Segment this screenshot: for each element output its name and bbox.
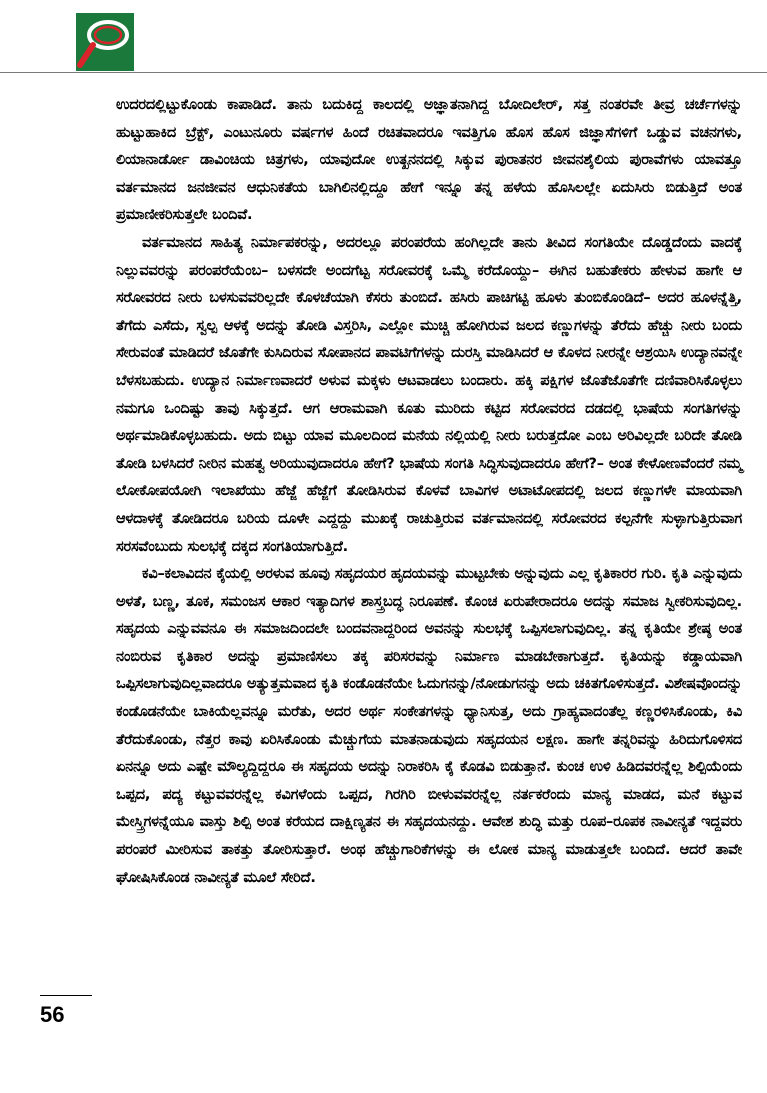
folio-rule xyxy=(40,995,92,996)
header-rule xyxy=(0,72,767,73)
magazine-logo xyxy=(76,13,134,71)
paragraph-1: ಉದರದಲ್ಲಿಟ್ಟುಕೊಂಡು ಕಾಪಾಡಿದೆ. ತಾನು ಬದುಕಿದ್ದ ಕಾಲದಲ್ಲಿ ಅಜ್ಞಾತನಾಗಿದ್ದ ಬೋದಿಲೇರ್, ಸತ್ತ ನಂತರವೇ ತೀವ್ರ ಚರ್ಚೆಗಳನ್ನು ಹುಟ್ಟುಹಾಕಿದ ಬ್ರೆಕ್ಟ್, ಎಂಟುನೂರು ವರ್ಷಗಳ ಹಿಂದೆ ರಚಿತವಾದರೂ ಇವತ್ತಿಗೂ ಹೊಸ ಹೊಸ ಜಿಜ್ಞಾಸೆಗಳಿಗೆ ಒಡ್ಡುವ ವಚನಗಳು, ಲಿಯಾನಾರ್ಡೋ ಡಾವಿಂಚಿಯ ಚಿತ್ರಗಳು, ಯಾವುದೋ ಉತ್ಖನನದಲ್ಲಿ ಸಿಕ್ಕುವ ಪುರಾತನರ ಜೀವನಶೈಲಿಯ ಪುರಾವೆಗಳು ಯಾವತ್ತೂ ವರ್ತಮಾನದ ಜನಜೀವನ ಆಧುನಿಕತೆಯ ಬಾಗಿಲಿನಲ್ಲಿದ್ದೂ ಹೇಗೆ ಇನ್ನೂ ತನ್ನ ಹಳೆಯ ಹೊಸಿಲಲ್ಲೇ ಏದುಸಿರು ಬಿಡುತ್ತಿದೆ ಅಂತ ಪ್ರಮಾಣೀಕರಿಸುತ್ತಲೇ ಬಂದಿವೆ. xyxy=(116,97,742,224)
page-number: 56 xyxy=(40,1002,65,1027)
paragraph-3: ಕವಿ–ಕಲಾವಿದನ ಕೈಯಲ್ಲಿ ಅರಳುವ ಹೂವು ಸಹೃದಯರ ಹೃದಯವನ್ನು ಮುಟ್ಟಬೇಕು ಅನ್ನುವುದು ಎಲ್ಲ ಕೃತಿಕಾರರ ಗುರಿ. ಕೃತಿ ಎನ್ನುವುದು ಅಳತೆ, ಬಣ್ಣ, ತೂಕ, ಸಮಂಜಸ ಆಕಾರ ಇತ್ಯಾದಿಗಳ ಶಾಸ್ತ್ರಬದ್ಧ ನಿರೂಪಣೆ. ಕೊಂಚ ಏರುಪೇರಾದರೂ ಅದನ್ನು ಸಮಾಜ ಸ್ವೀಕರಿಸುವುದಿಲ್ಲ. ಸಹೃದಯ ಎನ್ನುವವನೂ ಈ ಸಮಾಜದಿಂದಲೇ ಬಂದವನಾದ್ದರಿಂದ ಅವನನ್ನು ಸುಲಭಕ್ಕೆ ಒಪ್ಪಿಸಲಾಗುವುದಿಲ್ಲ. ತನ್ನ ಕೃತಿಯೇ ಶ್ರೇಷ್ಠ ಅಂತ ನಂಬಿರುವ ಕೃತಿಕಾರ ಅದನ್ನು ಪ್ರಮಾಣಿಸಲು ತಕ್ಕ ಪರಿಸರವನ್ನು ನಿರ್ಮಾಣ ಮಾಡಬೇಕಾಗುತ್ತದೆ. ಕೃತಿಯನ್ನು ಕಡ್ಡಾಯವಾಗಿ ಒಪ್ಪಿಸಲಾಗುವುದಿಲ್ಲವಾದರೂ ಅತ್ಯುತ್ತಮವಾದ ಕೃತಿ ಕಂಡೊಡನೆಯೇ ಓದುಗನನ್ನು/ನೋಡುಗನನ್ನು ಅದು ಚಕಿತಗೊಳಿಸುತ್ತದೆ. ವಿಶೇಷವೊಂದನ್ನು ಕಂಡೊಡನೆಯೇ ಬಾಕಿಯೆಲ್ಲವನ್ನೂ ಮರೆತು, ಅದರ ಅರ್ಥ ಸಂಕೇತಗಳನ್ನು ಧ್ಯಾನಿಸುತ್ತ, ಅದು ಗ್ರಾಹ್ಯವಾದಂತೆಲ್ಲ ಕಣ್ಣರಳಿಸಿಕೊಂಡು, ಕಿವಿ ತೆರೆದುಕೊಂಡು, ನೆತ್ತರ ಕಾವು ಏರಿಸಿಕೊಂಡು ಮೆಚ್ಚುಗೆಯ ಮಾತನಾಡುವುದು ಸಹೃದಯನ ಲಕ್ಷಣ. ಹಾಗೇ ತನ್ನರಿವನ್ನು ಹಿರಿದುಗೊಳಿಸದ ಏನನ್ನೂ ಅದು ಎಷ್ಟೇ ಮೌಲ್ಯದ್ದಿದ್ದರೂ ಈ ಸಹೃದಯ ಅದನ್ನು ನಿರಾಕರಿಸಿ ಕೈ ಕೊಡವಿ ಬಿಡುತ್ತಾನೆ. ಕುಂಚ ಉಳಿ ಹಿಡಿದವರನ್ನೆಲ್ಲ ಶಿಲ್ಪಿಯೆಂದು ಒಪ್ಪದ, ಪದ್ಯ ಕಟ್ಟುವವರನ್ನೆಲ್ಲ ಕವಿಗಳೆಂದು ಒಪ್ಪದ, ಗಿರಗಿರಿ ಬೀಳುವವರನ್ನೆಲ್ಲ ನರ್ತಕರೆಂದು ಮಾನ್ಯ ಮಾಡದ, ಮನೆ ಕಟ್ಟುವ ಮೇಸ್ತ್ರಿಗಳನ್ನೆಯೂ ವಾಸ್ತು ಶಿಲ್ಪಿ ಅಂತ ಕರೆಯದ ದಾಕ್ಷಿಣ್ಯತನ ಈ ಸಹೃದಯನದ್ದು. ಆವೇಶ ಶುದ್ಧಿ ಮತ್ತು ರೂಪ–ರೂಪಕ ನಾವೀನ್ಯತೆ ಇದ್ದವರು ಪರಂಪರೆ ಮೀರಿಸುವ ತಾಕತ್ತು ತೋರಿಸುತ್ತಾರೆ. ಅಂಥ ಹೆಚ್ಚುಗಾರಿಕೆಗಳನ್ನು ಈ ಲೋಕ ಮಾನ್ಯ ಮಾಡುತ್ತಲೇ ಬಂದಿದೆ. ಆದರೆ ತಾವೇ ಘೋಷಿಸಿಕೊಂಡ ನಾವೀನ್ಯತೆ ಮೂಲೆ ಸೇರಿದೆ. xyxy=(116,566,742,886)
paragraph-2: ವರ್ತಮಾನದ ಸಾಹಿತ್ಯ ನಿರ್ಮಾಪಕರನ್ನು, ಅದರಲ್ಲೂ ಪರಂಪರೆಯ ಹಂಗಿಲ್ಲದೇ ತಾನು ತೀವಿದ ಸಂಗತಿಯೇ ದೊಡ್ಡದೆಂದು ವಾದಕ್ಕೆ ನಿಲ್ಲುವವರನ್ನು ಪರಂಪರೆಯೆಂಬ– ಬಳಸದೇ ಅಂದಗೆಟ್ಟ ಸರೋವರಕ್ಕೆ ಒಮ್ಮೆ ಕರೆದೊಯ್ದು– ಈಗಿನ ಬಹುತೇಕರು ಹೇಳುವ ಹಾಗೇ ಆ ಸರೋವರದ ನೀರು ಬಳಸುವವರಿಲ್ಲದೇ ಕೊಳಚೆಯಾಗಿ ಕೆಸರು ತುಂಬಿದೆ. ಹಸಿರು ಪಾಚಿಗಟ್ಟಿ ಹೂಳು ತುಂಬಿಕೊಂಡಿದೆ– ಅದರ ಹೂಳನ್ನೆತ್ತಿ, ತೆಗೆದು ಎಸೆದು, ಸ್ವಲ್ಪ ಆಳಕ್ಕೆ ಅದನ್ನು ತೋಡಿ ವಿಸ್ತರಿಸಿ, ಎಲ್ಲೋ ಮುಚ್ಚಿ ಹೋಗಿರುವ ಜಲದ ಕಣ್ಣುಗಳನ್ನು ತೆರೆದು ಹೆಚ್ಚು ನೀರು ಬಂದು ಸೇರುವಂತೆ ಮಾಡಿದರೆ ಜೊತೆಗೇ ಕುಸಿದಿರುವ ಸೋಪಾನದ ಪಾವಟಿಗೆಗಳನ್ನು ದುರಸ್ತಿ ಮಾಡಿಸಿದರೆ ಆ ಕೊಳದ ನೀರನ್ನೇ ಆಶ್ರಯಿಸಿ ಉದ್ಯಾನವನ್ನೇ ಬೆಳಸಬಹುದು. ಉದ್ಯಾನ ನಿರ್ಮಾಣವಾದರೆ ಅಳುವ ಮಕ್ಕಳು ಆಟವಾಡಲು ಬಂದಾರು. ಹಕ್ಕಿ ಪಕ್ಷಿಗಳ ಜೊತೆಜೊತೆಗೇ ದಣಿವಾರಿಸಿಕೊಳ್ಳಲು ನಮಗೂ ಒಂದಿಷ್ಟು ತಾವು ಸಿಕ್ಕುತ್ತದೆ. ಆಗ ಆರಾಮವಾಗಿ ಕೂತು ಮುರಿದು ಕಟ್ಟಿದ ಸರೋವರದ ದಡದಲ್ಲಿ ಭಾಷೆಯ ಸಂಗತಿಗಳನ್ನು ಅರ್ಥಮಾಡಿಕೊಳ್ಳಬಹುದು. ಅದು ಬಿಟ್ಟು ಯಾವ ಮೂಲದಿಂದ ಮನೆಯ ನಲ್ಲಿಯಲ್ಲಿ ನೀರು ಬರುತ್ತದೋ ಎಂಬ ಅರಿವಿಲ್ಲದೇ ಬರಿದೇ ತೋಡಿ ತೋಡಿ ಬಳಸಿದರೆ ನೀರಿನ ಮಹತ್ವ ಅರಿಯುವುದಾದರೂ ಹೇಗೆ? ಭಾಷೆಯ ಸಂಗತಿ ಸಿದ್ಧಿಸುವುದಾದರೂ ಹೇಗೆ?– ಅಂತ ಕೇಳೋಣವೆಂದರೆ ನಮ್ಮ ಲೋಕೋಪಯೋಗಿ ಇಲಾಖೆಯು ಹೆಜ್ಜೆ ಹೆಜ್ಜೆಗೆ ತೋಡಿಸಿರುವ ಕೊಳವೆ ಬಾವಿಗಳ ಅಟಾಟೋಪದಲ್ಲಿ ಜಲದ ಕಣ್ಣುಗಳೇ ಮಾಯವಾಗಿ ಆಳದಾಳಕ್ಕೆ ತೋಡಿದರೂ ಬರಿಯ ದೂಳೇ ಎದ್ದದ್ದು ಮುಖಕ್ಕೆ ರಾಚುತ್ತಿರುವ ವರ್ತಮಾನದಲ್ಲಿ ಸರೋವರದ ಕಲ್ಪನೆಗೇ ಸುಳ್ಳಾಗುತ್ತಿರುವಾಗ ಸರಸವೆಂಬುದು ಸುಲಭಕ್ಕೆ ದಕ್ಕದ ಸಂಗತಿಯಾಗುತ್ತಿದೆ. xyxy=(116,234,742,555)
article-body xyxy=(116,92,742,892)
magnifier-logo-icon xyxy=(76,13,134,71)
